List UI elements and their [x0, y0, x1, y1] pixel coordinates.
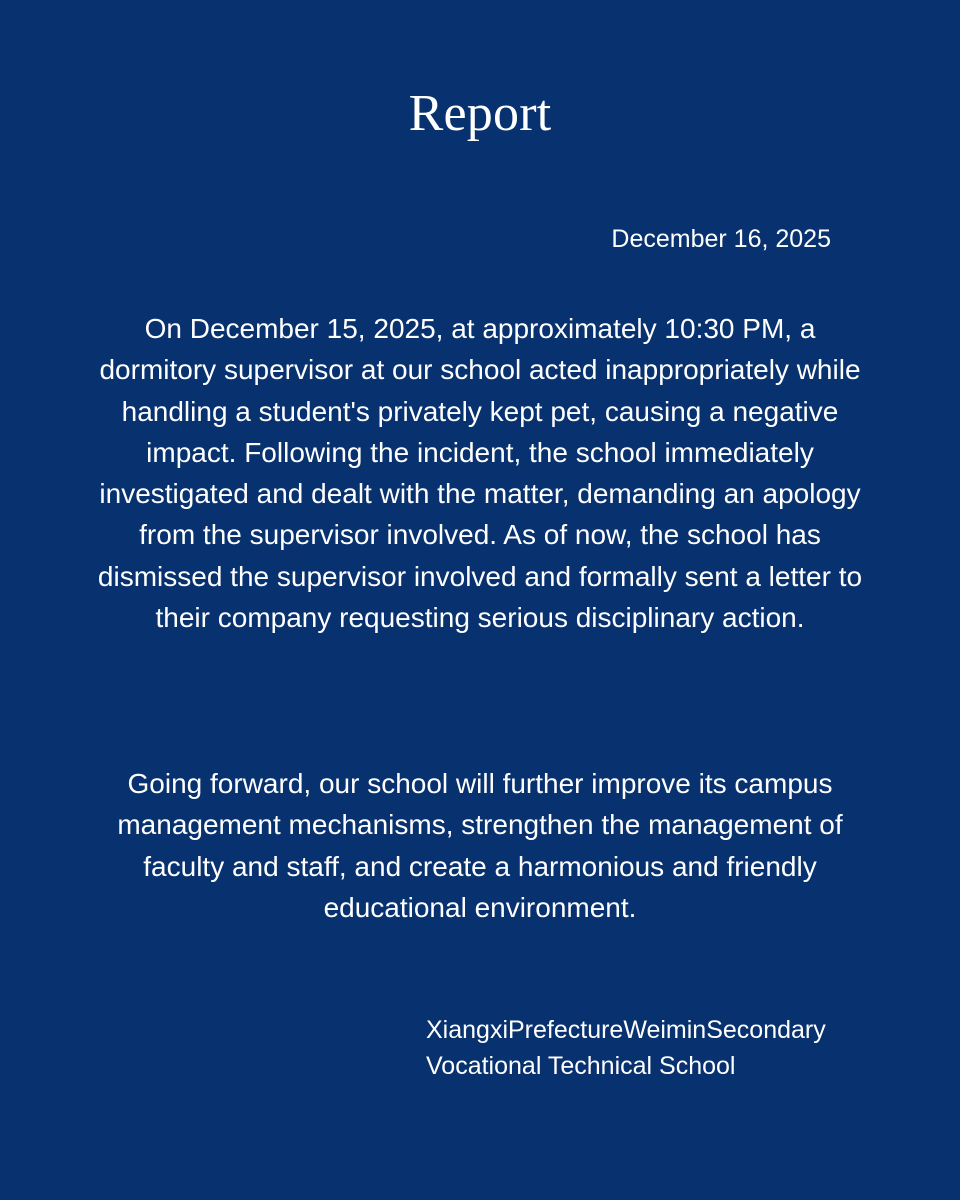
- commitment-paragraph: Going forward, our school will further improve its campus management mechanisms, strengthen the management of faculty and staff, and create a harmonious and friendly educational environment.: [117, 768, 843, 923]
- report-title: Report: [408, 85, 552, 142]
- incident-paragraph: On December 15, 2025, at approximately 10:30 PM, a dormitory supervisor at our school acted inappropriately while handling a student's privately kept pet, causing a negative impact. Following the incident, the school immediately investigated and dealt with the matter, demanding an apology from the supervisor involved. As of now, the school has dismissed the supervisor involved and formally sent a letter to their company requesting serious disciplinary action.: [97, 313, 863, 634]
- school-signature: [426, 1012, 936, 1084]
- report-date: December 16, 2025: [611, 225, 831, 253]
- signature-line-1: XiangxiPrefectureWeiminSecondary: [426, 1016, 826, 1044]
- signature-line-2: Vocational Technical School: [426, 1052, 736, 1080]
